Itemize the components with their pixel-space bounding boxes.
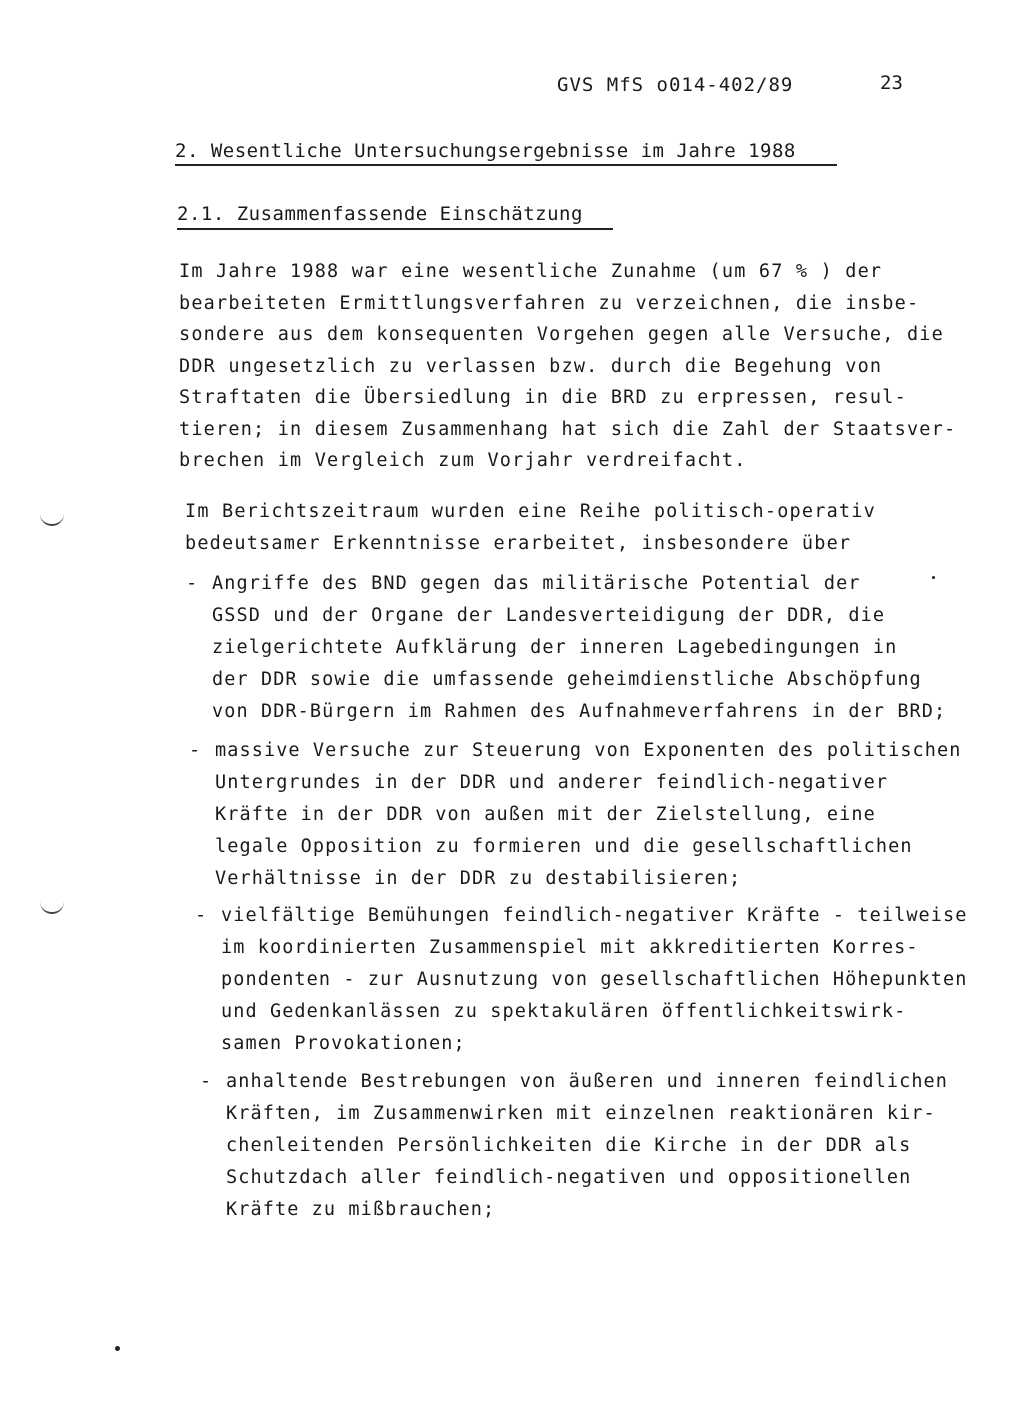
paragraph-line: DDR ungesetzlich zu verlassen bzw. durch die Begehung von — [179, 355, 883, 377]
bullet-line: Schutzdach aller feindlich-negativen und oppositionellen — [226, 1167, 912, 1188]
paragraph-line: bearbeiteten Ermittlungsverfahren zu verzeichnen, die insbe- — [179, 292, 920, 314]
section-heading: 2. Wesentliche Untersuchungsergebnisse im Jahre 1988 — [175, 140, 796, 162]
bullet-line: der DDR sowie die umfassende geheimdienstliche Abschöpfung — [212, 669, 922, 690]
bullet-line: pondenten - zur Ausnutzung von gesellschaftlichen Höhepunkten — [221, 969, 968, 990]
bullet-item-1 — [186, 568, 947, 728]
bullet-dash: - — [200, 1071, 213, 1092]
paragraph-line: tieren; in diesem Zusammenhang hat sich die Zahl der Staatsver- — [179, 418, 957, 440]
bullet-dash: - — [189, 740, 202, 761]
section-heading-underline — [175, 164, 837, 166]
bullet-line: Angriffe des BND gegen das militärische Potential der — [212, 573, 861, 594]
margin-hole-mark — [40, 514, 64, 526]
paragraph-2 — [185, 496, 876, 559]
bullet-line: Untergrundes in der DDR und anderer feindlich-negativer — [215, 772, 889, 793]
bullet-line: samen Provokationen; — [221, 1033, 466, 1054]
margin-hole-mark — [40, 902, 64, 914]
bullet-line: massive Versuche zur Steuerung von Exponenten des politischen — [215, 740, 962, 761]
scan-speck — [115, 1346, 120, 1351]
bullet-item-3 — [195, 900, 968, 1060]
paragraph-line: Im Berichtszeitraum wurden eine Reihe politisch-operativ — [185, 501, 876, 522]
paragraph-line: bedeutsamer Erkenntnisse erarbeitet, insbesondere über — [185, 532, 852, 554]
bullet-line: von DDR-Bürgern im Rahmen des Aufnahmeverfahrens in der BRD; — [212, 701, 947, 722]
bullet-line: chenleitenden Persönlichkeiten die Kirche in der DDR als — [226, 1135, 912, 1156]
bullet-dash: - — [186, 573, 199, 594]
bullet-line: Kräfte zu mißbrauchen; — [226, 1199, 496, 1220]
bullet-line: vielfältige Bemühungen feindlich-negativer Kräfte - teilweise — [221, 905, 968, 926]
bullet-item-2 — [189, 735, 962, 895]
bullet-line: anhaltende Bestrebungen von äußeren und inneren feindlichen — [226, 1071, 949, 1092]
bullet-line: im koordinierten Zusammenspiel mit akkreditierten Korres- — [221, 937, 919, 958]
page-number: 23 — [880, 72, 903, 94]
bullet-line: GSSD und der Organe der Landesverteidigung der DDR, die — [212, 605, 886, 626]
paragraph-1 — [179, 256, 956, 477]
subsection-heading: 2.1. Zusammenfassende Einschätzung — [177, 203, 583, 225]
scan-speck — [932, 576, 935, 579]
bullet-line: Verhältnisse in der DDR zu destabilisieren; — [215, 868, 742, 889]
document-reference: GVS MfS o014-402/89 — [557, 74, 794, 96]
paragraph-line: Im Jahre 1988 war eine wesentliche Zunahme (um 67 % ) der — [179, 261, 883, 282]
bullet-line: Kräfte in der DDR von außen mit der Zielstellung, eine — [215, 804, 876, 825]
bullet-line: legale Opposition zu formieren und die gesellschaftlichen — [215, 836, 913, 857]
bullet-line: Kräften, im Zusammenwirken mit einzelnen reaktionären kir- — [226, 1103, 936, 1124]
paragraph-line: sondere aus dem konsequenten Vorgehen gegen alle Versuche, die — [179, 324, 944, 345]
bullet-line: und Gedenkanlässen zu spektakulären öffentlichkeitswirk- — [221, 1001, 907, 1022]
subsection-heading-underline — [177, 228, 613, 230]
paragraph-line: Straftaten die Übersiedlung in die BRD zu erpressen, resul- — [179, 387, 907, 408]
bullet-item-4 — [200, 1066, 949, 1226]
paragraph-line: brechen im Vergleich zum Vorjahr verdreifacht. — [179, 450, 747, 471]
bullet-dash: - — [195, 905, 208, 926]
bullet-line: zielgerichtete Aufklärung der inneren Lagebedingungen in — [212, 637, 898, 658]
